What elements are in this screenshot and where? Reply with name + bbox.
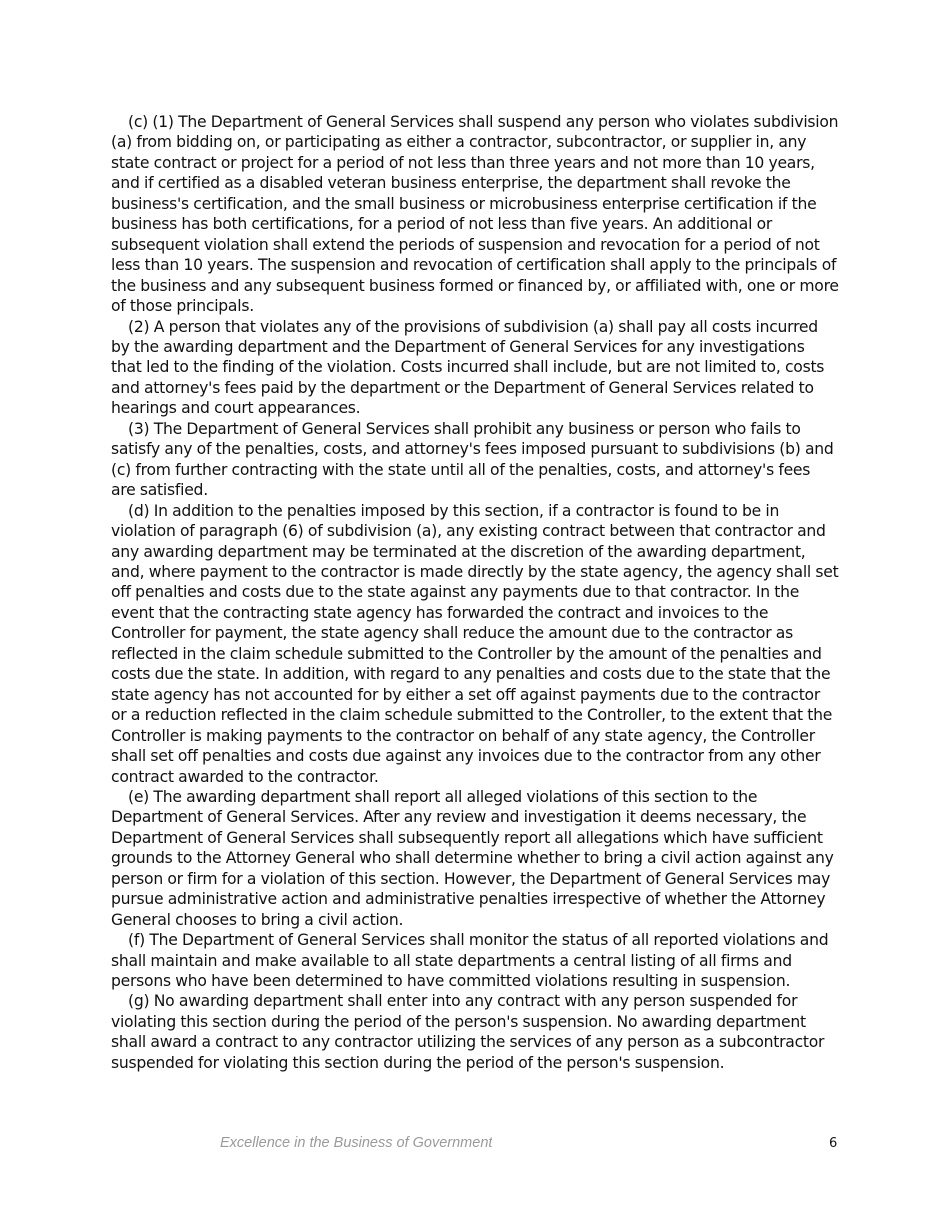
- footer-slogan: Excellence in the Business of Government: [220, 1135, 493, 1147]
- paragraph-c1: (c) (1) The Department of General Services shall suspend any person who violates subdivision (a) from bidding on, or participating as either a contractor, subcontractor, or supplier in, any state contract or project for a period of not less than three years and not more than 10 years, and if certified as a disabled veteran business enterprise, the department shall revoke the business's certification, and the small business or microbusiness enterprise certification if the business has both certifications, for a period of not less than five years. An additional or subsequent violation shall extend the periods of suspension and revocation for a period of not less than 10 years. The suspension and revocation of certification shall apply to the principals of the business and any subsequent business formed or financed by, or affiliated with, one or more of those principals.: [111, 113, 839, 316]
- paragraph-c3: (3) The Department of General Services shall prohibit any business or person who fails to satisfy any of the penalties, costs, and attorney's fees imposed pursuant to subdivisions (b) and (c) from further contracting with the state until all of the penalties, costs, and attorney's fees are satisfied.: [111, 419, 834, 500]
- document-body: [111, 112, 839, 1073]
- paragraph-e: (e) The awarding department shall report all alleged violations of this section to the Department of General Services. After any review and investigation it deems necessary, the Department of General Services shall subsequently report all allegations which have sufficient grounds to the Attorney General who shall determine whether to bring a civil action against any person or firm for a violation of this section. However, the Department of General Services may pursue administrative action and administrative penalties irrespective of whether the Attorney General chooses to bring a civil action.: [111, 787, 834, 929]
- paragraph-d: (d) In addition to the penalties imposed by this section, if a contractor is found to be in violation of paragraph (6) of subdivision (a), any existing contract between that contractor and any awarding department may be terminated at the discretion of the awarding department, and, where payment to the contractor is made directly by the state agency, the agency shall set off penalties and costs due to the state against any payments due to that contractor. In the event that the contracting state agency has forwarded the contract and invoices to the Controller for payment, the state agency shall reduce the amount due to the contractor as reflected in the claim schedule submitted to the Controller by the amount of the penalties and costs due the state. In addition, with regard to any penalties and costs due to the state that the state agency has not accounted for by either a set off against payments due to the contractor or a reduction reflected in the claim schedule submitted to the Controller, to the extent that the Controller is making payments to the contractor on behalf of any state agency, the Controller shall set off penalties and costs due against any invoices due to the contractor from any other contract awarded to the contractor.: [111, 501, 839, 786]
- paragraph-g: (g) No awarding department shall enter into any contract with any person suspended for violating this section during the period of the person's suspension. No awarding department shall award a contract to any contractor utilizing the services of any person as a subcontractor suspended for violating this section during the period of the person's suspension.: [111, 992, 825, 1072]
- paragraph-c2: (2) A person that violates any of the provisions of subdivision (a) shall pay all costs incurred by the awarding department and the Department of General Services for any investigations that led to the finding of the violation. Costs incurred shall include, but are not limited to, costs and attorney's fees paid by the department or the Department of General Services related to hearings and court appearances.: [111, 317, 825, 418]
- page-number: 6: [829, 1136, 838, 1151]
- paragraph-f: (f) The Department of General Services shall monitor the status of all reported violations and shall maintain and make available to all state departments a central listing of all firms and persons who have been determined to have committed violations resulting in suspension.: [111, 931, 829, 991]
